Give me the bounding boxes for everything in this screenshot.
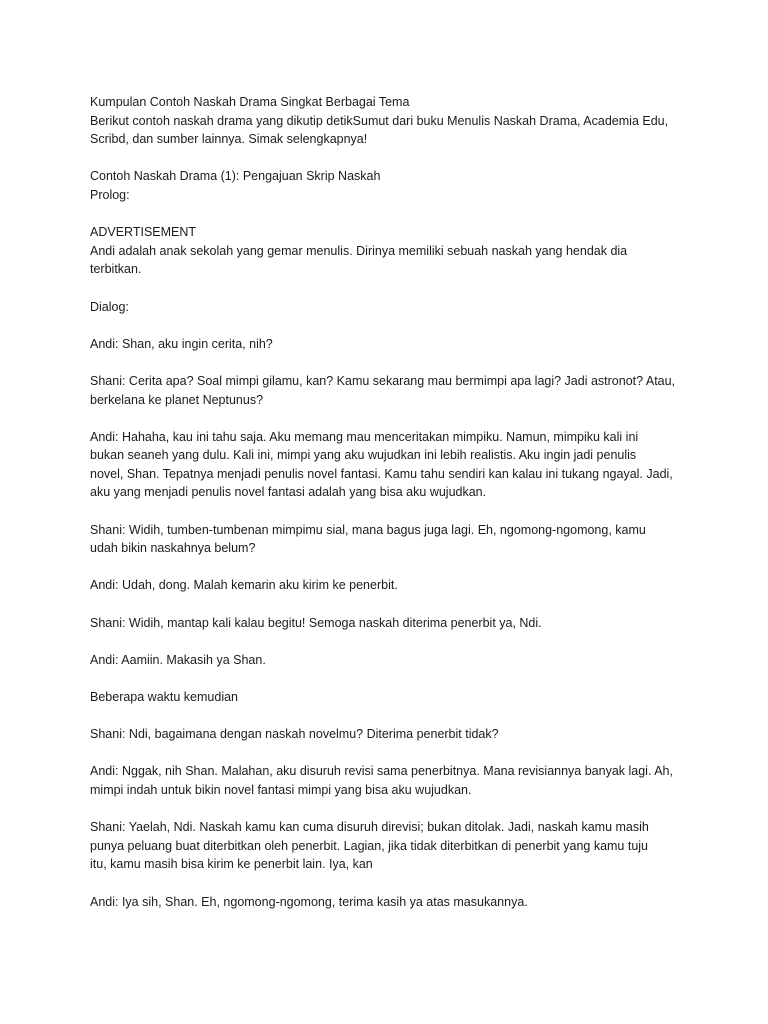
document-page xyxy=(90,93,690,930)
intro-paragraph: Kumpulan Contoh Naskah Drama Singkat Berbagai Tema Berikut contoh naskah drama yang dikutip detikSumut dari buku Menulis Naskah Drama, Academia Edu, Scribd, dan sumber lainnya. Simak selengkapnya! xyxy=(90,95,669,147)
scene-transition: Beberapa waktu kemudian xyxy=(90,690,239,704)
prolog-paragraph: ADVERTISEMENT Andi adalah anak sekolah yang gemar menulis. Dirinya memiliki sebuah naskah yang hendak dia terbitkan. xyxy=(90,225,628,277)
dialog-line: Andi: Shan, aku ingin cerita, nih? xyxy=(90,336,273,351)
dialog-line: Shani: Widih, tumben-tumbenan mimpimu sial, mana bagus juga lagi. Eh, ngomong-ngomong, kamu udah bikin naskahnya belum? xyxy=(90,522,646,556)
dialog-line: Shani: Cerita apa? Soal mimpi gilamu, kan? Kamu sekarang mau bermimpi apa lagi? Jadi astronot? Atau, berkelana ke planet Neptunus? xyxy=(90,373,676,407)
dialog-line: Andi: Udah, dong. Malah kemarin aku kirim ke penerbit. xyxy=(90,578,398,593)
section-heading-paragraph: Contoh Naskah Drama (1): Pengajuan Skrip Naskah Prolog: xyxy=(90,169,381,202)
dialog-line: Andi: Iya sih, Shan. Eh, ngomong-ngomong, terima kasih ya atas masukannya. xyxy=(90,894,528,909)
dialog-line: Shani: Yaelah, Ndi. Naskah kamu kan cuma disuruh direvisi; bukan ditolak. Jadi, naskah kamu masih punya peluang buat diterbitkan oleh penerbit. Lagian, jika tidak diterbitkan di penerbit yang kamu tuju itu, kamu masih bisa kirim ke penerbit lain. Iya, kan xyxy=(90,820,649,872)
dialog-line: Andi: Nggak, nih Shan. Malahan, aku disuruh revisi sama penerbitnya. Mana revisiannya banyak lagi. Ah, mimpi indah untuk bikin novel fantasi mimpi yang bisa aku wujudkan. xyxy=(90,764,673,797)
dialog-line: Andi: Hahaha, kau ini tahu saja. Aku memang mau menceritakan mimpiku. Namun, mimpiku kali ini bukan seaneh yang dulu. Kali ini, mimpi yang aku wujudkan ini lebih realistis. Aku ingin jadi penulis novel, Shan. Tepatnya menjadi penulis novel fantasi. Kamu tahu sendiri kan kalau ini tukang ngayal. Jadi, aku yang menjadi penulis novel fantasi adalah yang bisa aku wujudkan. xyxy=(90,429,673,500)
dialog-line: Shani: Widih, mantap kali kalau begitu! Semoga naskah diterima penerbit ya, Ndi. xyxy=(90,615,542,630)
dialog-line: Shani: Ndi, bagaimana dengan naskah novelmu? Diterima penerbit tidak? xyxy=(90,727,499,742)
dialog-line: Andi: Aamiin. Makasih ya Shan. xyxy=(90,652,266,667)
dialog-label: Dialog: xyxy=(90,299,129,314)
